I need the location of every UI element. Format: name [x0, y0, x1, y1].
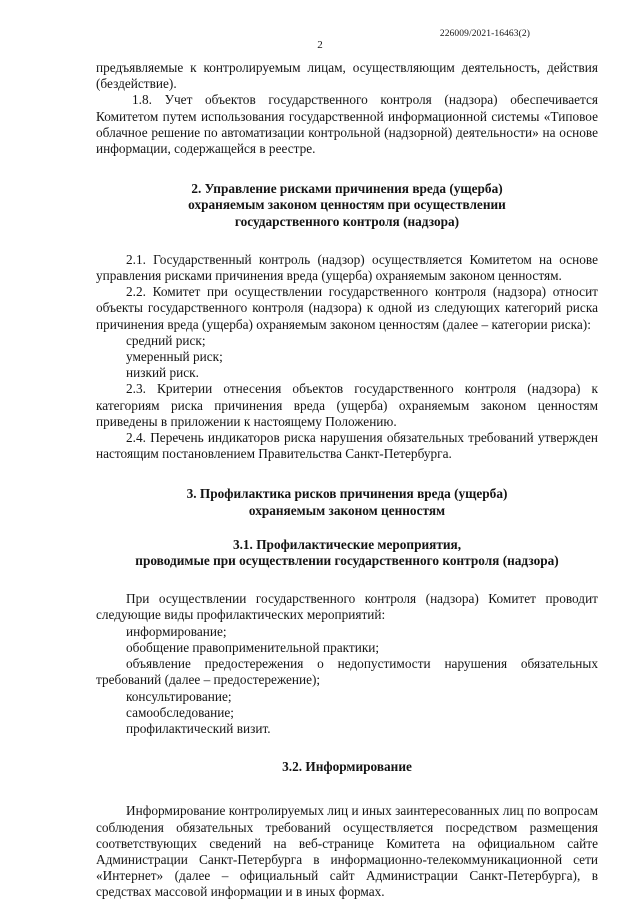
page-number: 2 — [317, 39, 323, 51]
list-item-risk: средний риск; — [126, 332, 206, 348]
list-item-measure: профилактический визит. — [126, 720, 271, 736]
document-body — [96, 60, 598, 901]
paragraph-3-2: Информирование контролируемых лиц и иных заинтересованных лиц по вопросам соблюдения обязательных требований осуществляется посредством размещения соответствующих сведений на веб-странице Комитета на официальном сайте Администрации Санкт-Петербурга в информационно-телекоммуникационной сети «Интернет» (далее – официальный сайт Администрации Санкт-Петербурга), в средствах массовой информации и в иных формах. — [96, 803, 598, 900]
paragraph-2-1: 2.1. Государственный контроль (надзор) осуществляется Комитетом на основе управления рисками причинения вреда (ущерба) охраняемым законом ценностям. — [96, 251, 598, 284]
subsection-3-1-heading-line-2: проводимые при осуществлении государственного контроля (надзора) — [135, 553, 559, 569]
list-item-measure: самообследование; — [126, 704, 234, 720]
paragraph-2-2: 2.2. Комитет при осуществлении государственного контроля (надзора) относит объекты государственного контроля (надзора) к одной из следующих категорий риска причинения вреда (ущерба) охраняемым законом ценностям (далее – категории риска): — [96, 284, 598, 332]
subsection-3-2-heading: 3.2. Информирование — [282, 759, 412, 775]
paragraph-3-1: При осуществлении государственного контроля (надзора) Комитет проводит следующие виды профилактических мероприятий: — [96, 591, 598, 623]
document-id: 226009/2021-16463(2) — [439, 29, 530, 39]
paragraph-2-3: 2.3. Критерии отнесения объектов государственного контроля (надзора) к категориям риска причинения вреда (ущерба) охраняемым законом ценностям приведены в приложении к настоящему Положению. — [96, 381, 598, 429]
paragraph-1-8: 1.8. Учет объектов государственного контроля (надзора) обеспечивается Комитетом путем использования государственной информационной системы «Типовое облачное решение по автоматизации контрольной (надзорной) деятельности» на основе информации, содержащейся в реестре. — [96, 92, 598, 157]
list-item-measure-warning: объявление предостережения о недопустимости нарушения обязательных требований (далее – предостережение); — [96, 656, 598, 688]
list-item-measure: консультирование; — [126, 688, 232, 704]
list-item-measure: информирование; — [126, 623, 227, 639]
section-2-heading-line-3: государственного контроля (надзора) — [234, 213, 460, 229]
section-3-heading-line-1: 3. Профилактика рисков причинения вреда (ущерба) — [186, 486, 508, 502]
paragraph-2-4: 2.4. Перечень индикаторов риска нарушения обязательных требований утвержден настоящим постановлением Правительства Санкт-Петербурга. — [96, 430, 598, 462]
list-item-measure: обобщение правоприменительной практики; — [126, 639, 380, 655]
subsection-3-1-heading-line-1: 3.1. Профилактические мероприятия, — [232, 536, 462, 552]
paragraph-continuation: предъявляемые к контролируемым лицам, осуществляющим деятельность, действия (бездействие). — [96, 60, 598, 92]
list-item-risk: низкий риск. — [126, 365, 199, 381]
section-3-heading-line-2: охраняемым законом ценностям — [248, 502, 446, 518]
list-item-risk: умеренный риск; — [126, 349, 223, 365]
section-2-heading-line-2: охраняемым законом ценностям при осуществлении — [188, 197, 506, 213]
section-2-heading-line-1: 2. Управление рисками причинения вреда (ущерба) — [191, 181, 503, 197]
